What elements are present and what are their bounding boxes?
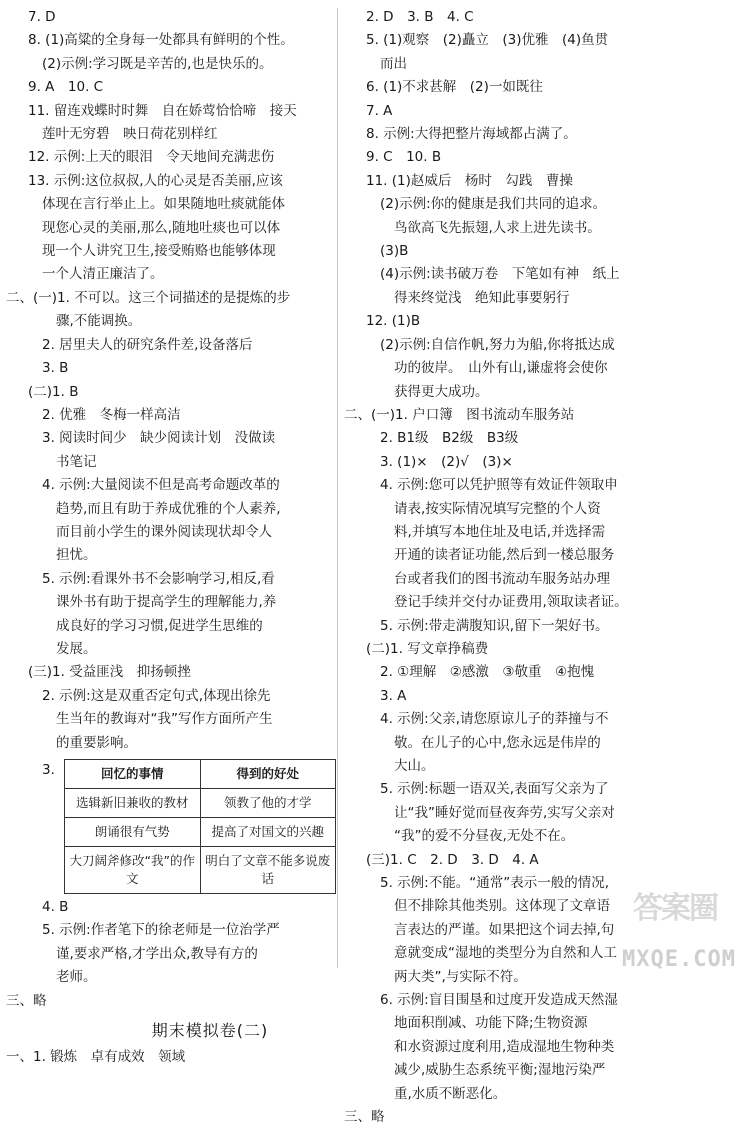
answer-line: 莲叶无穷碧 映日荷花别样红 <box>42 126 218 143</box>
answer-line: 4. 示例:父亲,请您原谅儿子的莽撞与不 <box>380 711 609 728</box>
answer-line: 老师。 <box>56 969 97 986</box>
table-row <box>65 818 336 847</box>
answer-line: 12. (1)B <box>366 313 421 330</box>
answer-line: 但不排除其他类别。这体现了文章语 <box>394 898 610 915</box>
answer-line: (4)示例:读书破万卷 下笔如有神 纸上 <box>380 266 620 283</box>
table-cell: 大刀阔斧修改“我”的作文 <box>65 847 201 894</box>
answer-line: (3)B <box>380 243 409 260</box>
answer-table <box>64 759 336 894</box>
table-cell: 朗诵很有气势 <box>65 818 201 847</box>
answer-line: 重,水质不断恶化。 <box>394 1085 507 1102</box>
answer-line: 意就变成“湿地的类型分为自然和人工 <box>394 945 617 962</box>
table-cell: 提高了对国文的兴趣 <box>200 818 336 847</box>
answer-line: 二、(一)1. 不可以。这三个词描述的是提炼的步 <box>6 289 291 306</box>
answer-line: 担忧。 <box>56 547 97 564</box>
answer-line: 现一个人讲究卫生,接受贿赂也能够体现 <box>42 243 276 260</box>
table-cell: 领教了他的才学 <box>200 789 336 818</box>
answer-line: 三、略 <box>344 1109 385 1126</box>
answer-line: 2. 示例:这是双重否定句式,体现出徐先 <box>42 687 271 704</box>
answer-line: 大山。 <box>394 758 435 774</box>
answer-line: 成良好的学习习惯,促进学生思维的 <box>56 617 263 634</box>
answer-line: 11. (1)赵威后 杨时 勾践 曹操 <box>366 172 573 189</box>
answer-line: 一个人清正廉洁了。 <box>42 266 164 283</box>
answer-line: 5. 示例:不能。“通常”表示一般的情况, <box>380 875 609 892</box>
answer-line: 3. A <box>380 687 407 704</box>
answer-line: 3. B <box>42 360 69 377</box>
answer-line: 两大类”,与实际不符。 <box>394 968 527 985</box>
answer-line: 7. D <box>28 9 56 25</box>
answer-line: 谨,要求严格,才学出众,教导有方的 <box>56 945 258 962</box>
table-question-number: 3. <box>42 762 55 778</box>
watermark-text: MXQE.COM <box>622 946 736 972</box>
answer-line: 发展。 <box>56 640 97 657</box>
answer-line: 13. 示例:这位叔叔,人的心灵是否美丽,应该 <box>28 172 283 189</box>
answer-line: 2. ①理解 ②感激 ③敬重 ④抱愧 <box>380 664 595 681</box>
answer-line: 地面积削减、功能下降;生物资源 <box>394 1015 588 1032</box>
answer-line: 料,并填写本地住址及电话,并选择需 <box>394 523 606 540</box>
answer-line: “我”的爱不分昼夜,无处不在。 <box>394 828 575 845</box>
answer-line: 书笔记 <box>56 453 97 470</box>
answer-line: 5. 示例:标题一语双关,表面写父亲为了 <box>380 781 609 798</box>
answer-line: 2. 优雅 冬梅一样高洁 <box>42 406 181 423</box>
answer-line: 课外书有助于提高学生的理解能力,养 <box>56 594 277 611</box>
answer-line: (2)示例:学习既是辛苦的,也是快乐的。 <box>42 55 273 72</box>
answer-line: 的重要影响。 <box>56 734 137 751</box>
answer-line: 言表达的严谨。如果把这个词去掉,句 <box>394 921 615 938</box>
answer-line: 2. 居里夫人的研究条件差,设备落后 <box>42 336 253 353</box>
answer-line: 登记手续并交付办证费用,领取读者证。 <box>394 594 628 611</box>
table-row <box>65 789 336 818</box>
answer-line: 减少,威胁生态系统平衡;湿地污染严 <box>394 1062 606 1079</box>
answer-line: 8. 示例:大得把整片海域都占满了。 <box>366 126 577 143</box>
table-header-cell: 回忆的事情 <box>65 760 201 789</box>
answer-line: (二)1. B <box>28 383 79 400</box>
answer-line: 6. 示例:盲目围垦和过度开发造成天然湿 <box>380 992 618 1009</box>
table-cell: 明白了文章不能多说废话 <box>200 847 336 894</box>
answer-line: 敬。在儿子的心中,您永远是伟岸的 <box>394 734 601 751</box>
answer-line: 鸟欲高飞先振翅,人求上进先读书。 <box>394 219 601 236</box>
answer-line: 体现在言行举止上。如果随地吐痰就能体 <box>42 196 285 213</box>
answer-line: 让“我”睡好觉而昼夜奔劳,实写父亲对 <box>394 804 615 821</box>
logo-stamp: 答案圈 <box>633 891 717 926</box>
answer-line: 5. 示例:看课外书不会影响学习,相反,看 <box>42 570 275 587</box>
answer-line: 开通的读者证功能,然后到一楼总服务 <box>394 547 615 564</box>
answer-line: 三、略 <box>6 992 47 1009</box>
answer-line: 5. 示例:作者笔下的徐老师是一位治学严 <box>42 922 280 939</box>
table-cell: 选辑新旧兼收的教材 <box>65 789 201 818</box>
answer-line: 12. 示例:上天的眼泪 令天地间充满悲伤 <box>28 149 275 166</box>
answer-line: 9. A 10. C <box>28 79 104 96</box>
answer-line: 获得更大成功。 <box>394 383 489 400</box>
answer-line: 骤,不能调换。 <box>56 313 142 330</box>
answer-line: 得来终觉浅 绝知此事要躬行 <box>394 289 570 306</box>
left-after-table-lines <box>6 896 356 1013</box>
left-column <box>6 6 356 1070</box>
answer-line: 一、1. 锻炼 卓有成效 领域 <box>6 1049 186 1066</box>
answer-line: 9. C 10. B <box>366 149 442 166</box>
answer-line: 请表,按实际情况填写完整的个人资 <box>394 500 601 517</box>
left-answer-lines <box>6 6 356 755</box>
answer-line: 5. 示例:带走满腹知识,留下一架好书。 <box>380 617 609 634</box>
table-header-row <box>65 760 336 789</box>
answer-line: 3. (1)× (2)√ (3)× <box>380 453 513 470</box>
answer-line: 2. B1级 B2级 B3级 <box>380 430 519 447</box>
answer-line: 5. (1)观察 (2)矗立 (3)优雅 (4)鱼贯 <box>366 32 609 49</box>
answer-line: 3. 阅读时间少 缺少阅读计划 没做读 <box>42 430 276 447</box>
answer-line: 4. 示例:大量阅读不但是高考命题改革的 <box>42 477 280 494</box>
answer-line: 8. (1)高粱的全身每一处都具有鲜明的个性。 <box>28 32 294 49</box>
answer-line: 生当年的教诲对“我”写作方面所产生 <box>56 711 273 728</box>
answer-line: 7. A <box>366 102 393 119</box>
answer-line: 而目前小学生的课外阅读现状却令人 <box>56 523 272 540</box>
answer-line: 4. 示例:您可以凭护照等有效证件领取申 <box>380 477 618 494</box>
answer-line: 二、(一)1. 户口簿 图书流动车服务站 <box>344 406 575 423</box>
table-header-cell: 得到的好处 <box>200 760 336 789</box>
answer-line: 4. B <box>42 899 69 915</box>
answer-line: (2)示例:你的健康是我们共同的追求。 <box>380 196 607 213</box>
answer-line: 现您心灵的美丽,那么,随地吐痰也可以体 <box>42 219 281 236</box>
answer-line: (三)1. C 2. D 3. D 4. A <box>366 851 539 868</box>
answer-line: 功的彼岸。 山外有山,谦虚将会使你 <box>394 360 608 377</box>
table-row <box>65 847 336 894</box>
answer-line: (二)1. 写文章挣稿费 <box>366 640 489 657</box>
answer-line: 而出 <box>380 55 407 72</box>
answer-line: 2. D 3. B 4. C <box>366 9 474 25</box>
answer-line: 11. 留连戏蝶时时舞 自在娇莺恰恰啼 接天 <box>28 102 297 119</box>
answer-line: 和水资源过度利用,造成湿地生物种类 <box>394 1038 615 1055</box>
answer-line: (2)示例:自信作帆,努力为船,你将抵达成 <box>380 336 615 353</box>
answer-line: 趋势,而且有助于养成优雅的个人素养, <box>56 500 281 517</box>
section-title: 期末模拟卷(二) <box>151 1021 269 1041</box>
answer-line: (三)1. 受益匪浅 抑扬顿挫 <box>28 664 191 681</box>
answer-line: 台或者我们的图书流动车服务站办理 <box>394 570 610 587</box>
answer-table-block <box>6 759 356 894</box>
left-end-lines <box>6 1046 356 1069</box>
answer-line: 6. (1)不求甚解 (2)一如既往 <box>366 79 543 96</box>
